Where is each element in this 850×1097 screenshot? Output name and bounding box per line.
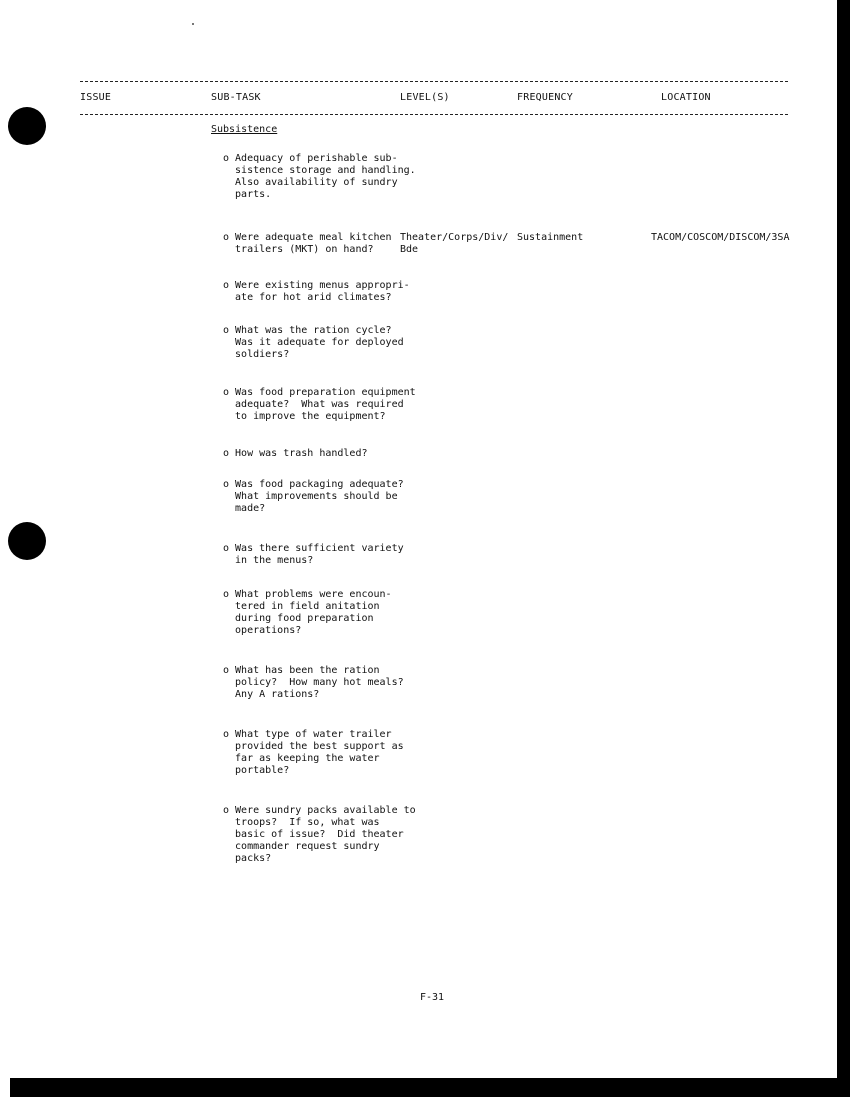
list-item: o Adequacy of perishable sub- sistence storage and handling. Also availability of sundry parts. [223, 153, 416, 200]
header-top-rule [80, 81, 788, 82]
header-subtask: SUB-TASK [211, 92, 261, 103]
punch-hole [8, 522, 46, 560]
list-item: o Were adequate meal kitchen trailers (MKT) on hand? [223, 232, 392, 255]
list-item: o What problems were encoun- tered in field anitation during food preparation operations? [223, 589, 392, 636]
list-item: o Were existing menus appropri- ate for hot arid climates? [223, 280, 410, 303]
list-item: o Were sundry packs available to troops? If so, what was basic of issue? Did theater commander request sundry packs? [223, 805, 416, 864]
scan-border-bottom [10, 1078, 850, 1097]
header-levels: LEVEL(S) [400, 92, 450, 103]
list-item: o What was the ration cycle? Was it adequate for deployed soldiers? [223, 325, 404, 360]
row-levels: Theater/Corps/Div/ Bde [400, 232, 509, 255]
punch-hole [8, 107, 46, 145]
header-frequency: FREQUENCY [517, 92, 573, 103]
row-location: TACOM/COSCOM/DISCOM/3SA [651, 232, 790, 243]
row-frequency: Sustainment [517, 232, 584, 243]
header-location: LOCATION [661, 92, 711, 103]
scan-border-right [837, 0, 850, 1097]
scan-speck [192, 23, 194, 25]
list-item: o Was food packaging adequate? What improvements should be made? [223, 479, 404, 514]
page-number: F-31 [420, 992, 445, 1003]
list-item: o Was food preparation equipment adequate? What was required to improve the equipment? [223, 387, 416, 422]
list-item: o How was trash handled? [223, 448, 368, 459]
header-issue: ISSUE [80, 92, 112, 103]
list-item: o What has been the ration policy? How many hot meals? Any A rations? [223, 665, 404, 700]
list-item: o What type of water trailer provided the best support as far as keeping the water portable? [223, 729, 404, 776]
list-item: o Was there sufficient variety in the menus? [223, 543, 404, 566]
section-title: Subsistence [211, 124, 278, 135]
header-bottom-rule [80, 114, 788, 115]
